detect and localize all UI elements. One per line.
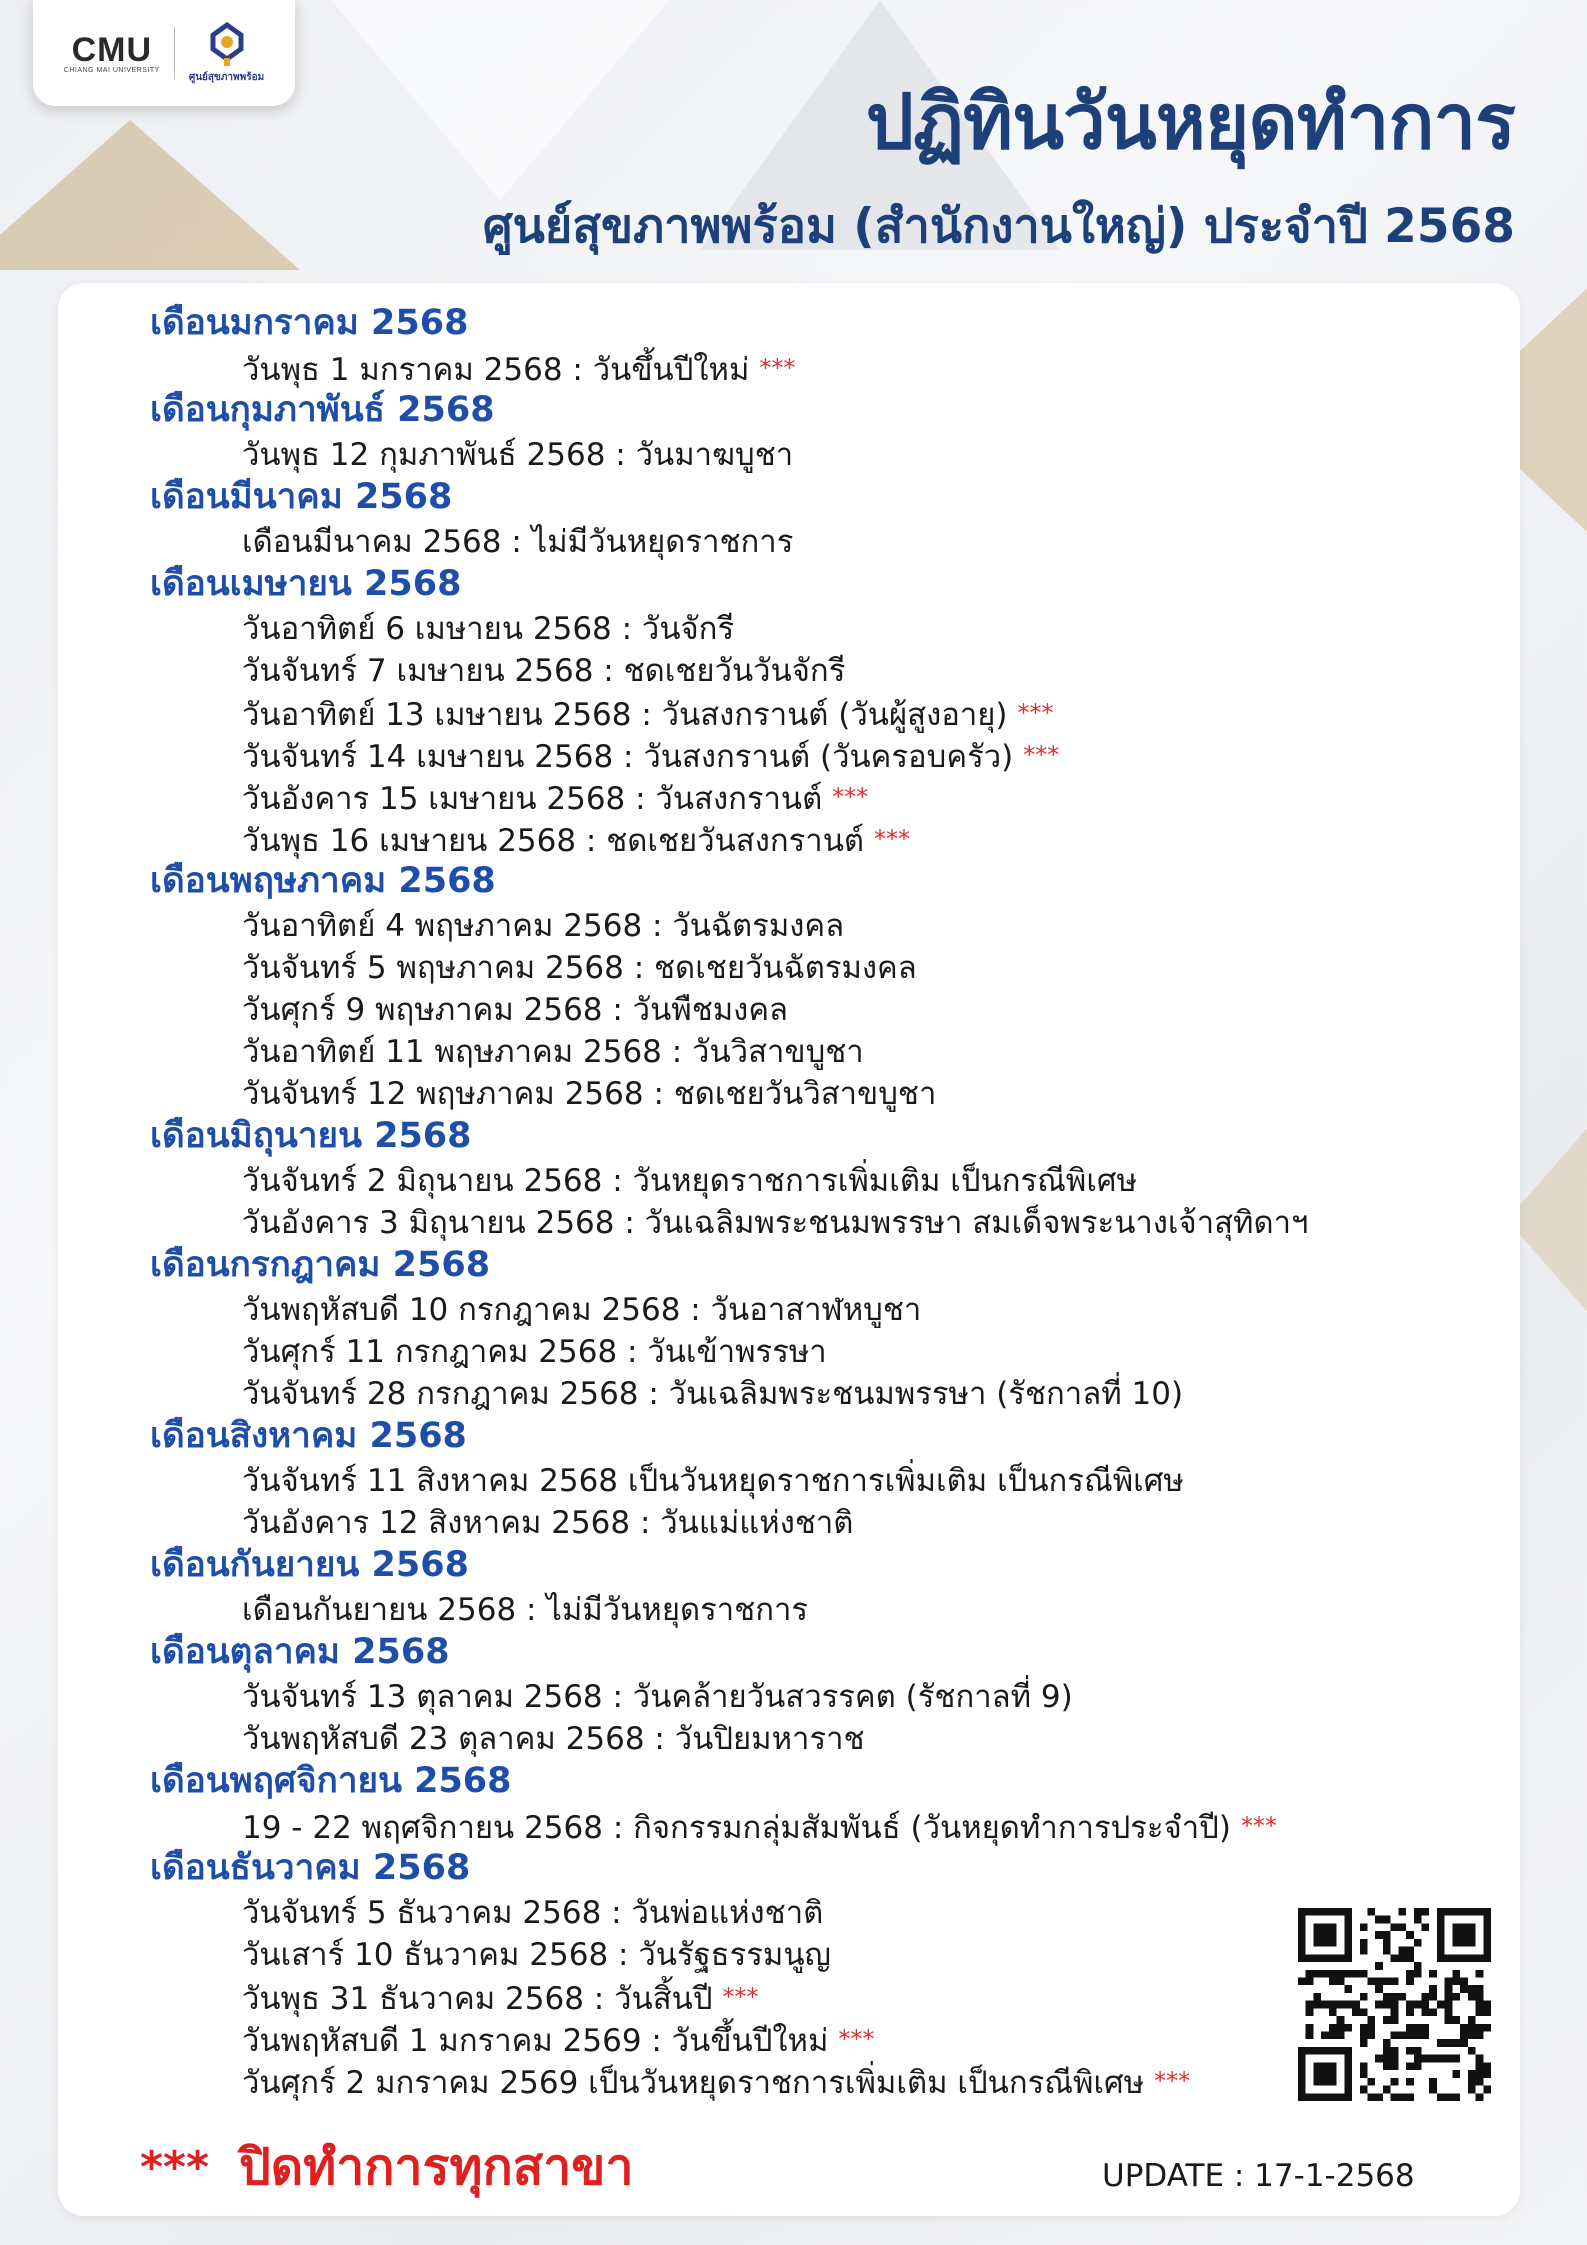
holiday-entry	[150, 818, 1380, 860]
holiday-entry	[150, 947, 1380, 989]
closed-marker: ***	[838, 2025, 875, 2053]
health-center-logo	[189, 22, 264, 85]
holiday-text: วันจันทร์ 14 เมษายน 2568 : วันสงกรานต์ (วันครอบครัว)	[242, 739, 1014, 775]
cmu-logo-subtext: CHIANG MAI UNIVERSITY	[63, 66, 160, 74]
logo-divider	[174, 27, 175, 79]
page-title: ปฏิทินวันหยุดทำการ	[865, 77, 1515, 166]
holiday-entry	[150, 1892, 1380, 1934]
holiday-text: วันจันทร์ 7 เมษายน 2568 : ชดเชยวันวันจักรี	[242, 653, 846, 689]
holiday-entry	[150, 608, 1380, 650]
holiday-text: วันพุธ 12 กุมภาพันธ์ 2568 : วันมาฆบูชา	[242, 437, 794, 473]
month-heading: เดือนกุมภาพันธ์ 2568	[150, 390, 495, 430]
closed-marker: ***	[874, 825, 911, 853]
holiday-entry	[150, 989, 1380, 1031]
holiday-list	[150, 302, 1380, 2102]
holiday-entry	[150, 1073, 1380, 1115]
holiday-text: วันจันทร์ 5 ธันวาคม 2568 : วันพ่อแห่งชาติ	[242, 1895, 824, 1931]
holiday-entry	[150, 776, 1380, 818]
holiday-entry	[150, 905, 1380, 947]
month-heading: เดือนกรกฎาคม 2568	[150, 1245, 491, 1285]
holiday-entry	[150, 2060, 1380, 2102]
holiday-text: วันอังคาร 3 มิถุนายน 2568 : วันเฉลิมพระชนมพรรษา สมเด็จพระนางเจ้าสุทิดาฯ	[242, 1205, 1309, 1241]
holiday-text: วันจันทร์ 11 สิงหาคม 2568 เป็นวันหยุดราชการเพิ่มเติม เป็นกรณีพิเศษ	[242, 1463, 1184, 1499]
holiday-text: วันอังคาร 15 เมษายน 2568 : วันสงกรานต์	[242, 781, 823, 817]
holiday-entry	[150, 1373, 1380, 1415]
holiday-entry	[150, 650, 1380, 692]
holiday-entry	[150, 1976, 1380, 2018]
month-heading: เดือนมีนาคม 2568	[150, 477, 453, 517]
holiday-entry	[150, 1502, 1380, 1544]
holiday-text: วันอังคาร 12 สิงหาคม 2568 : วันแม่แห่งชาติ	[242, 1505, 854, 1541]
month-heading: เดือนพฤศจิกายน 2568	[150, 1761, 512, 1801]
holiday-entry	[150, 1031, 1380, 1073]
holiday-entry	[150, 434, 1380, 476]
holiday-entry	[150, 692, 1380, 734]
month-heading: เดือนพฤษภาคม 2568	[150, 861, 496, 901]
month-heading: เดือนมิถุนายน 2568	[150, 1116, 472, 1156]
holiday-text: วันอาทิตย์ 11 พฤษภาคม 2568 : วันวิสาขบูชา	[242, 1034, 864, 1070]
holiday-text: เดือนมีนาคม 2568 : ไม่มีวันหยุดราชการ	[242, 524, 794, 560]
holiday-text: วันเสาร์ 10 ธันวาคม 2568 : วันรัฐธรรมนูญ	[242, 1937, 831, 1973]
month-heading: เดือนกันยายน 2568	[150, 1545, 469, 1585]
background-shape	[280, 0, 720, 200]
holiday-text: วันจันทร์ 5 พฤษภาคม 2568 : ชดเชยวันฉัตรมงคล	[242, 950, 917, 986]
holiday-text: วันพุธ 1 มกราคม 2568 : วันขึ้นปีใหม่	[242, 352, 750, 388]
month-heading: เดือนตุลาคม 2568	[150, 1632, 450, 1672]
holiday-text: วันพฤหัสบดี 10 กรกฎาคม 2568 : วันอาสาฬหบูชา	[242, 1292, 922, 1328]
logo-card	[33, 0, 295, 106]
closed-marker: ***	[1023, 741, 1060, 769]
holiday-entry	[150, 1460, 1380, 1502]
holiday-entry	[150, 1676, 1380, 1718]
holiday-text: วันอาทิตย์ 13 เมษายน 2568 : วันสงกรานต์ (วันผู้สูงอายุ)	[242, 697, 1008, 733]
holiday-text: วันพฤหัสบดี 23 ตุลาคม 2568 : วันปิยมหาราช	[242, 1721, 865, 1757]
holiday-text: วันจันทร์ 12 พฤษภาคม 2568 : ชดเชยวันวิสาขบูชา	[242, 1076, 937, 1112]
footer-note	[140, 2128, 634, 2207]
month-heading: เดือนสิงหาคม 2568	[150, 1416, 467, 1456]
holiday-text: วันจันทร์ 13 ตุลาคม 2568 : วันคล้ายวันสวรรคต (รัชกาลที่ 9)	[242, 1679, 1073, 1715]
holiday-text: วันจันทร์ 28 กรกฎาคม 2568 : วันเฉลิมพระชนมพรรษา (รัชกาลที่ 10)	[242, 1376, 1184, 1412]
holiday-text: วันศุกร์ 9 พฤษภาคม 2568 : วันพืชมงคล	[242, 992, 789, 1028]
holiday-text: วันพุธ 31 ธันวาคม 2568 : วันสิ้นปี	[242, 1981, 713, 2017]
holiday-text: 19 - 22 พฤศจิกายน 2568 : กิจกรรมกลุ่มสัมพันธ์ (วันหยุดทำการประจำปี)	[242, 1810, 1231, 1846]
cmu-logo-text: CMU	[71, 30, 153, 69]
holiday-text: วันพฤหัสบดี 1 มกราคม 2569 : วันขึ้นปีใหม่	[242, 2023, 829, 2059]
cmu-logo	[63, 30, 160, 74]
closed-marker: ***	[1154, 2067, 1191, 2095]
holiday-entry	[150, 2018, 1380, 2060]
holiday-entry	[150, 1718, 1380, 1760]
closed-all-branches-text: ปิดทำการทุกสาขา	[239, 2138, 634, 2196]
holiday-entry	[150, 1331, 1380, 1373]
holiday-entry	[150, 1289, 1380, 1331]
holiday-entry	[150, 1934, 1380, 1976]
closed-marker: ***	[759, 354, 796, 382]
holiday-text: วันศุกร์ 2 มกราคม 2569 เป็นวันหยุดราชการเพิ่มเติม เป็นกรณีพิเศษ	[242, 2065, 1145, 2101]
closed-marker: ***	[1017, 699, 1054, 727]
closed-marker: ***	[832, 783, 869, 811]
holiday-entry	[150, 1589, 1380, 1631]
holiday-text: เดือนกันยายน 2568 : ไม่มีวันหยุดราชการ	[242, 1592, 809, 1628]
holiday-text: วันพุธ 16 เมษายน 2568 : ชดเชยวันสงกรานต์	[242, 823, 865, 859]
closed-marker: ***	[722, 1983, 759, 2011]
background-gold-shape	[0, 120, 300, 270]
holiday-text: วันจันทร์ 2 มิถุนายน 2568 : วันหยุดราชการเพิ่มเติม เป็นกรณีพิเศษ	[242, 1163, 1138, 1199]
holiday-text: วันอาทิตย์ 6 เมษายน 2568 : วันจักรี	[242, 611, 735, 647]
holiday-entry	[150, 521, 1380, 563]
holiday-entry	[150, 734, 1380, 776]
health-center-logo-icon	[207, 22, 247, 68]
closed-marker: ***	[1240, 1812, 1277, 1840]
update-date: UPDATE : 17-1-2568	[1102, 2158, 1415, 2194]
health-center-logo-text: ศูนย์สุขภาพพร้อม	[188, 71, 265, 83]
holiday-entry	[150, 1805, 1380, 1847]
page-subtitle: ศูนย์สุขภาพพร้อม (สำนักงานใหญ่) ประจำปี 2568	[482, 199, 1515, 254]
closed-marker-legend: ***	[140, 2142, 210, 2193]
holiday-entry	[150, 347, 1380, 389]
month-heading: เดือนธันวาคม 2568	[150, 1848, 471, 1888]
month-heading: เดือนเมษายน 2568	[150, 564, 462, 604]
holiday-text: วันอาทิตย์ 4 พฤษภาคม 2568 : วันฉัตรมงคล	[242, 908, 845, 944]
month-heading: เดือนมกราคม 2568	[150, 303, 469, 343]
holiday-entry	[150, 1202, 1380, 1244]
holiday-entry	[150, 1160, 1380, 1202]
holiday-text: วันศุกร์ 11 กรกฎาคม 2568 : วันเข้าพรรษา	[242, 1334, 827, 1370]
qr-code[interactable]	[1298, 1908, 1491, 2101]
